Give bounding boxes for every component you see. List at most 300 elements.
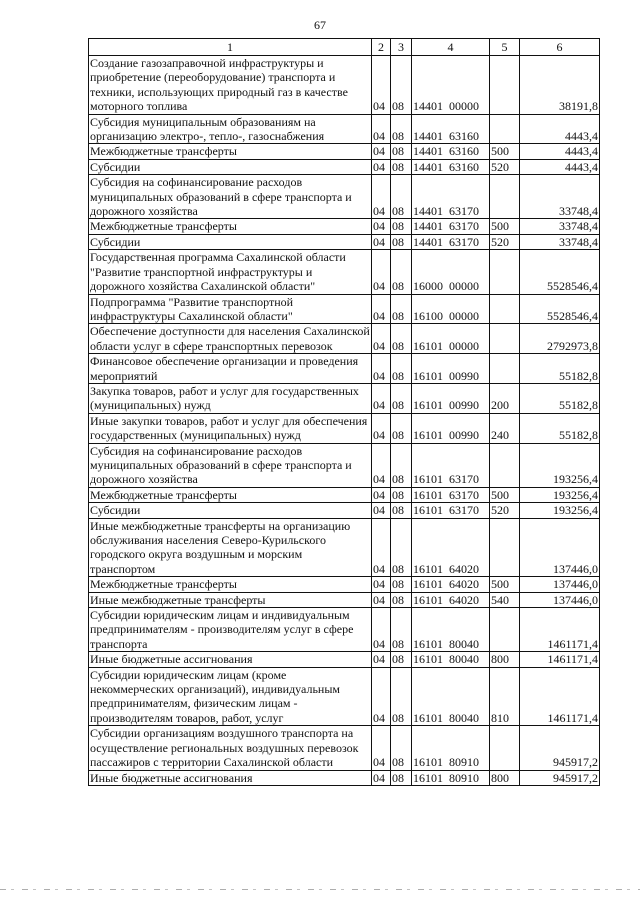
row-subsection-cell xyxy=(391,144,412,159)
row-name-cell-text: Субсидии организациям воздушного транспорта на осуществление региональных воздушных перевозок пассажиров с территории Сахалинской области xyxy=(90,726,359,770)
table-row xyxy=(89,294,600,324)
row-target-article-cell xyxy=(412,354,490,384)
row-amount-cell-text: 55182,8 xyxy=(559,368,598,383)
row-target-article-cell xyxy=(412,652,490,667)
row-target-article-cell-text: 16101 00990 xyxy=(413,368,479,383)
row-section-cell xyxy=(372,234,391,249)
row-target-article-cell xyxy=(412,175,490,219)
row-section-cell xyxy=(372,383,391,413)
row-amount-cell-text: 1461171,4 xyxy=(547,652,598,667)
row-target-article-cell xyxy=(412,56,490,115)
row-amount-cell xyxy=(520,608,600,652)
row-expense-type-cell xyxy=(490,608,520,652)
row-amount-cell-text: 5528546,4 xyxy=(547,308,598,323)
row-subsection-cell-text: 08 xyxy=(392,159,404,174)
row-target-article-cell-text: 16101 64020 xyxy=(413,577,479,592)
row-name-cell-text: Субсидии xyxy=(90,503,141,518)
row-section-cell xyxy=(372,219,391,234)
row-target-article-cell xyxy=(412,503,490,518)
row-amount-cell xyxy=(520,770,600,785)
row-section-cell-text: 04 xyxy=(373,204,385,219)
row-section-cell xyxy=(372,577,391,592)
row-target-article-cell xyxy=(412,219,490,234)
column-header-subsection: 3 xyxy=(391,39,412,56)
row-name-cell-text: Субсидия на софинансирование расходов муниципальных образований в сфере транспорта и дорожного хозяйства xyxy=(90,443,352,487)
table-row xyxy=(89,159,600,174)
row-amount-cell-text: 945917,2 xyxy=(553,770,598,785)
row-name-cell xyxy=(89,294,372,324)
row-expense-type-cell xyxy=(490,234,520,249)
row-amount-cell xyxy=(520,324,600,354)
row-section-cell xyxy=(372,503,391,518)
column-header-target-article: 4 xyxy=(412,39,490,56)
row-amount-cell xyxy=(520,159,600,174)
row-subsection-cell xyxy=(391,608,412,652)
table-row xyxy=(89,354,600,384)
row-subsection-cell-text: 08 xyxy=(392,428,404,443)
table-row xyxy=(89,608,600,652)
row-section-cell-text: 04 xyxy=(373,472,385,487)
row-section-cell-text: 04 xyxy=(373,652,385,667)
row-name-cell-text: Государственная программа Сахалинской области "Развитие транспортной инфраструктуры и дорожного хозяйства Сахалинской области" xyxy=(90,250,346,294)
row-section-cell-text: 04 xyxy=(373,636,385,651)
row-section-cell-text: 04 xyxy=(373,770,385,785)
row-target-article-cell-text: 16101 80040 xyxy=(413,710,479,725)
row-expense-type-cell xyxy=(490,518,520,577)
row-expense-type-cell-text: 500 xyxy=(491,487,509,502)
row-expense-type-cell xyxy=(490,354,520,384)
row-target-article-cell xyxy=(412,443,490,487)
table-row xyxy=(89,383,600,413)
row-expense-type-cell-text: 240 xyxy=(491,428,509,443)
row-subsection-cell-text: 08 xyxy=(392,144,404,159)
row-subsection-cell xyxy=(391,250,412,294)
row-section-cell xyxy=(372,175,391,219)
row-name-cell xyxy=(89,608,372,652)
row-section-cell xyxy=(372,443,391,487)
row-name-cell xyxy=(89,144,372,159)
row-subsection-cell xyxy=(391,487,412,502)
row-target-article-cell-text: 16101 63170 xyxy=(413,503,479,518)
row-target-article-cell xyxy=(412,324,490,354)
row-target-article-cell-text: 16100 00000 xyxy=(413,308,479,323)
row-expense-type-cell xyxy=(490,726,520,770)
row-expense-type-cell xyxy=(490,503,520,518)
row-name-cell xyxy=(89,503,372,518)
table-row xyxy=(89,219,600,234)
row-target-article-cell-text: 14401 63170 xyxy=(413,204,479,219)
row-name-cell xyxy=(89,487,372,502)
row-subsection-cell-text: 08 xyxy=(392,219,404,234)
row-name-cell-text: Субсидия на софинансирование расходов муниципальных образований в сфере транспорта и дорожного хозяйства xyxy=(90,175,352,219)
row-target-article-cell-text: 14401 63170 xyxy=(413,219,479,234)
row-expense-type-cell-text: 800 xyxy=(491,770,509,785)
column-header-expense-type: 5 xyxy=(490,39,520,56)
row-amount-cell xyxy=(520,294,600,324)
row-subsection-cell-text: 08 xyxy=(392,279,404,294)
row-section-cell-text: 04 xyxy=(373,99,385,114)
row-section-cell-text: 04 xyxy=(373,338,385,353)
row-subsection-cell-text: 08 xyxy=(392,710,404,725)
row-subsection-cell-text: 08 xyxy=(392,204,404,219)
row-target-article-cell xyxy=(412,667,490,726)
row-subsection-cell xyxy=(391,726,412,770)
row-section-cell xyxy=(372,770,391,785)
row-amount-cell-text: 193256,4 xyxy=(553,503,598,518)
row-name-cell-text: Закупка товаров, работ и услуг для государственных (муниципальных) нужд xyxy=(90,383,359,413)
row-name-cell-text: Иные бюджетные ассигнования xyxy=(90,770,253,785)
row-amount-cell xyxy=(520,219,600,234)
table-row xyxy=(89,114,600,144)
row-target-article-cell-text: 14401 63160 xyxy=(413,159,479,174)
row-target-article-cell-text: 14401 00000 xyxy=(413,99,479,114)
row-section-cell-text: 04 xyxy=(373,144,385,159)
row-section-cell-text: 04 xyxy=(373,577,385,592)
row-amount-cell-text: 55182,8 xyxy=(559,398,598,413)
row-name-cell-text: Подпрограмма "Развитие транспортной инфраструктуры Сахалинской области" xyxy=(90,294,294,323)
row-section-cell-text: 04 xyxy=(373,368,385,383)
row-target-article-cell-text: 14401 63160 xyxy=(413,144,479,159)
column-header-amount: 6 xyxy=(520,39,600,56)
row-section-cell xyxy=(372,144,391,159)
row-amount-cell-text: 193256,4 xyxy=(553,487,598,502)
row-name-cell-text: Иные межбюджетные трансферты xyxy=(90,592,266,607)
row-amount-cell xyxy=(520,592,600,607)
row-target-article-cell xyxy=(412,114,490,144)
row-section-cell xyxy=(372,487,391,502)
row-subsection-cell-text: 08 xyxy=(392,503,404,518)
row-section-cell-text: 04 xyxy=(373,561,385,576)
row-subsection-cell-text: 08 xyxy=(392,755,404,770)
row-target-article-cell-text: 16101 00000 xyxy=(413,338,479,353)
row-expense-type-cell-text: 500 xyxy=(491,577,509,592)
row-subsection-cell-text: 08 xyxy=(392,652,404,667)
row-subsection-cell xyxy=(391,294,412,324)
row-section-cell xyxy=(372,518,391,577)
row-section-cell-text: 04 xyxy=(373,755,385,770)
row-target-article-cell xyxy=(412,383,490,413)
row-target-article-cell xyxy=(412,487,490,502)
row-name-cell xyxy=(89,726,372,770)
row-section-cell-text: 04 xyxy=(373,398,385,413)
row-target-article-cell xyxy=(412,413,490,443)
row-section-cell xyxy=(372,667,391,726)
row-amount-cell-text: 137446,0 xyxy=(553,577,598,592)
row-name-cell-text: Субсидии xyxy=(90,159,141,174)
row-target-article-cell-text: 16101 00990 xyxy=(413,428,479,443)
row-section-cell-text: 04 xyxy=(373,234,385,249)
row-target-article-cell xyxy=(412,592,490,607)
table-row xyxy=(89,652,600,667)
row-expense-type-cell xyxy=(490,592,520,607)
row-expense-type-cell xyxy=(490,294,520,324)
row-expense-type-cell-text: 800 xyxy=(491,652,509,667)
row-amount-cell-text: 33748,4 xyxy=(559,219,598,234)
row-section-cell-text: 04 xyxy=(373,428,385,443)
row-target-article-cell xyxy=(412,518,490,577)
row-section-cell-text: 04 xyxy=(373,503,385,518)
row-subsection-cell xyxy=(391,518,412,577)
row-expense-type-cell-text: 520 xyxy=(491,159,509,174)
row-amount-cell-text: 5528546,4 xyxy=(547,279,598,294)
row-section-cell xyxy=(372,56,391,115)
row-name-cell xyxy=(89,175,372,219)
row-target-article-cell-text: 16101 80040 xyxy=(413,652,479,667)
scan-artifact-line xyxy=(0,889,640,890)
row-subsection-cell xyxy=(391,354,412,384)
row-section-cell xyxy=(372,652,391,667)
table-row xyxy=(89,250,600,294)
row-section-cell xyxy=(372,592,391,607)
row-amount-cell-text: 193256,4 xyxy=(553,472,598,487)
row-amount-cell xyxy=(520,250,600,294)
row-expense-type-cell-text: 810 xyxy=(491,710,509,725)
row-name-cell xyxy=(89,383,372,413)
row-name-cell-text: Финансовое обеспечение организации и проведения мероприятий xyxy=(90,354,359,383)
row-target-article-cell-text: 16101 64020 xyxy=(413,592,479,607)
row-amount-cell-text: 33748,4 xyxy=(559,204,598,219)
row-subsection-cell xyxy=(391,577,412,592)
row-subsection-cell xyxy=(391,175,412,219)
row-name-cell xyxy=(89,159,372,174)
row-name-cell xyxy=(89,324,372,354)
row-target-article-cell xyxy=(412,294,490,324)
row-subsection-cell-text: 08 xyxy=(392,487,404,502)
row-name-cell-text: Субсидия муниципальным образованиям на организацию электро-, тепло-, газоснабжения xyxy=(90,114,325,144)
row-amount-cell xyxy=(520,234,600,249)
row-amount-cell-text: 1461171,4 xyxy=(547,710,598,725)
row-name-cell xyxy=(89,443,372,487)
table-row xyxy=(89,443,600,487)
page-number: 67 xyxy=(314,18,326,32)
row-expense-type-cell xyxy=(490,159,520,174)
row-section-cell-text: 04 xyxy=(373,710,385,725)
row-target-article-cell xyxy=(412,234,490,249)
row-target-article-cell-text: 16101 80040 xyxy=(413,636,479,651)
row-target-article-cell-text: 16101 80910 xyxy=(413,770,479,785)
row-section-cell-text: 04 xyxy=(373,308,385,323)
row-subsection-cell xyxy=(391,443,412,487)
row-subsection-cell xyxy=(391,503,412,518)
row-subsection-cell-text: 08 xyxy=(392,636,404,651)
row-expense-type-cell xyxy=(490,144,520,159)
row-amount-cell-text: 137446,0 xyxy=(553,561,598,576)
row-section-cell xyxy=(372,608,391,652)
row-name-cell xyxy=(89,518,372,577)
row-expense-type-cell xyxy=(490,652,520,667)
row-target-article-cell-text: 16101 63170 xyxy=(413,472,479,487)
row-target-article-cell-text: 16000 00000 xyxy=(413,279,479,294)
row-subsection-cell xyxy=(391,219,412,234)
row-name-cell xyxy=(89,577,372,592)
row-section-cell-text: 04 xyxy=(373,279,385,294)
row-subsection-cell-text: 08 xyxy=(392,129,404,144)
row-amount-cell-text: 55182,8 xyxy=(559,428,598,443)
row-subsection-cell xyxy=(391,324,412,354)
row-target-article-cell xyxy=(412,726,490,770)
row-target-article-cell-text: 14401 63170 xyxy=(413,234,479,249)
row-amount-cell xyxy=(520,577,600,592)
column-header-section: 2 xyxy=(372,39,391,56)
row-subsection-cell xyxy=(391,770,412,785)
row-target-article-cell xyxy=(412,144,490,159)
row-name-cell-text: Иные закупки товаров, работ и услуг для обеспечения государственных (муниципальных) нужд xyxy=(90,413,368,443)
row-subsection-cell xyxy=(391,114,412,144)
row-target-article-cell-text: 14401 63160 xyxy=(413,129,479,144)
row-name-cell xyxy=(89,770,372,785)
row-amount-cell-text: 2792973,8 xyxy=(547,338,598,353)
row-amount-cell xyxy=(520,487,600,502)
table-row xyxy=(89,667,600,726)
row-expense-type-cell xyxy=(490,175,520,219)
row-section-cell-text: 04 xyxy=(373,592,385,607)
table-row xyxy=(89,413,600,443)
row-name-cell-text: Субсидии xyxy=(90,234,141,249)
row-subsection-cell xyxy=(391,56,412,115)
table-row xyxy=(89,175,600,219)
row-section-cell xyxy=(372,726,391,770)
row-name-cell-text: Субсидии юридическим лицам (кроме некоммерческих организаций), индивидуальным предпринимателям, физическим лицам - производителям товаров, работ, услуг xyxy=(90,667,340,725)
table-row xyxy=(89,726,600,770)
table-row xyxy=(89,324,600,354)
row-name-cell-text: Межбюджетные трансферты xyxy=(90,219,237,234)
row-subsection-cell-text: 08 xyxy=(392,592,404,607)
row-expense-type-cell xyxy=(490,219,520,234)
row-section-cell-text: 04 xyxy=(373,159,385,174)
table-row xyxy=(89,577,600,592)
row-name-cell-text: Межбюджетные трансферты xyxy=(90,487,237,502)
row-expense-type-cell-text: 540 xyxy=(491,592,509,607)
table-row xyxy=(89,770,600,785)
row-target-article-cell xyxy=(412,250,490,294)
row-amount-cell xyxy=(520,518,600,577)
table-row xyxy=(89,503,600,518)
table-row xyxy=(89,56,600,115)
row-name-cell xyxy=(89,56,372,115)
row-expense-type-cell xyxy=(490,487,520,502)
row-amount-cell xyxy=(520,383,600,413)
row-amount-cell-text: 33748,4 xyxy=(559,234,598,249)
row-expense-type-cell xyxy=(490,324,520,354)
row-name-cell-text: Межбюджетные трансферты xyxy=(90,577,237,592)
row-amount-cell-text: 4443,4 xyxy=(565,129,598,144)
row-subsection-cell-text: 08 xyxy=(392,770,404,785)
table-row xyxy=(89,518,600,577)
row-amount-cell-text: 137446,0 xyxy=(553,592,598,607)
row-expense-type-cell-text: 500 xyxy=(491,219,509,234)
row-expense-type-cell xyxy=(490,770,520,785)
row-name-cell xyxy=(89,250,372,294)
row-name-cell-text: Создание газозаправочной инфраструктуры и приобретение (переоборудование) транспорта и техники, использующих природный газ в качестве моторного топлива xyxy=(90,56,348,114)
row-subsection-cell xyxy=(391,413,412,443)
row-section-cell-text: 04 xyxy=(373,129,385,144)
row-section-cell xyxy=(372,413,391,443)
table-row xyxy=(89,487,600,502)
row-name-cell-text: Межбюджетные трансферты xyxy=(90,144,237,159)
row-amount-cell-text: 1461171,4 xyxy=(547,636,598,651)
row-name-cell xyxy=(89,652,372,667)
row-section-cell xyxy=(372,250,391,294)
row-section-cell xyxy=(372,324,391,354)
row-amount-cell xyxy=(520,443,600,487)
row-subsection-cell-text: 08 xyxy=(392,99,404,114)
row-target-article-cell xyxy=(412,577,490,592)
row-target-article-cell-text: 16101 64020 xyxy=(413,561,479,576)
row-expense-type-cell xyxy=(490,577,520,592)
row-section-cell xyxy=(372,159,391,174)
row-name-cell xyxy=(89,219,372,234)
row-subsection-cell-text: 08 xyxy=(392,368,404,383)
row-name-cell xyxy=(89,234,372,249)
row-section-cell-text: 04 xyxy=(373,219,385,234)
row-subsection-cell xyxy=(391,234,412,249)
row-subsection-cell-text: 08 xyxy=(392,308,404,323)
row-expense-type-cell-text: 520 xyxy=(491,503,509,518)
row-amount-cell xyxy=(520,144,600,159)
row-expense-type-cell xyxy=(490,443,520,487)
row-section-cell xyxy=(372,294,391,324)
row-expense-type-cell-text: 520 xyxy=(491,234,509,249)
row-amount-cell xyxy=(520,503,600,518)
row-subsection-cell-text: 08 xyxy=(392,577,404,592)
row-subsection-cell xyxy=(391,652,412,667)
row-target-article-cell xyxy=(412,770,490,785)
row-amount-cell xyxy=(520,175,600,219)
table-row xyxy=(89,144,600,159)
row-amount-cell xyxy=(520,652,600,667)
row-name-cell-text: Иные межбюджетные трансферты на организацию обслуживания населения Северо-Курильского городского округа воздушным и морским транспортом xyxy=(90,518,351,576)
row-amount-cell-text: 38191,8 xyxy=(559,99,598,114)
row-amount-cell-text: 945917,2 xyxy=(553,755,598,770)
row-amount-cell xyxy=(520,726,600,770)
row-amount-cell-text: 4443,4 xyxy=(565,144,598,159)
row-name-cell xyxy=(89,592,372,607)
row-subsection-cell-text: 08 xyxy=(392,561,404,576)
row-target-article-cell-text: 16101 63170 xyxy=(413,487,479,502)
budget-table xyxy=(88,38,600,786)
row-subsection-cell xyxy=(391,159,412,174)
row-amount-cell xyxy=(520,413,600,443)
row-subsection-cell xyxy=(391,383,412,413)
row-section-cell-text: 04 xyxy=(373,487,385,502)
row-amount-cell xyxy=(520,114,600,144)
row-expense-type-cell-text: 500 xyxy=(491,144,509,159)
row-expense-type-cell xyxy=(490,114,520,144)
row-section-cell xyxy=(372,114,391,144)
row-subsection-cell xyxy=(391,592,412,607)
row-subsection-cell-text: 08 xyxy=(392,338,404,353)
row-target-article-cell-text: 16101 80910 xyxy=(413,755,479,770)
row-amount-cell xyxy=(520,354,600,384)
row-expense-type-cell-text: 200 xyxy=(491,398,509,413)
row-amount-cell xyxy=(520,56,600,115)
row-target-article-cell xyxy=(412,159,490,174)
row-subsection-cell-text: 08 xyxy=(392,472,404,487)
row-expense-type-cell xyxy=(490,383,520,413)
column-header-name: 1 xyxy=(89,39,372,56)
table-body xyxy=(89,56,600,786)
row-expense-type-cell xyxy=(490,667,520,726)
row-subsection-cell-text: 08 xyxy=(392,398,404,413)
row-name-cell-text: Субсидии юридическим лицам и индивидуальным предпринимателям - производителям услуг в сфере транспорта xyxy=(90,608,354,651)
row-expense-type-cell xyxy=(490,413,520,443)
row-amount-cell-text: 4443,4 xyxy=(565,159,598,174)
row-subsection-cell xyxy=(391,667,412,726)
row-expense-type-cell xyxy=(490,250,520,294)
row-section-cell xyxy=(372,354,391,384)
table-row xyxy=(89,592,600,607)
row-name-cell xyxy=(89,667,372,726)
